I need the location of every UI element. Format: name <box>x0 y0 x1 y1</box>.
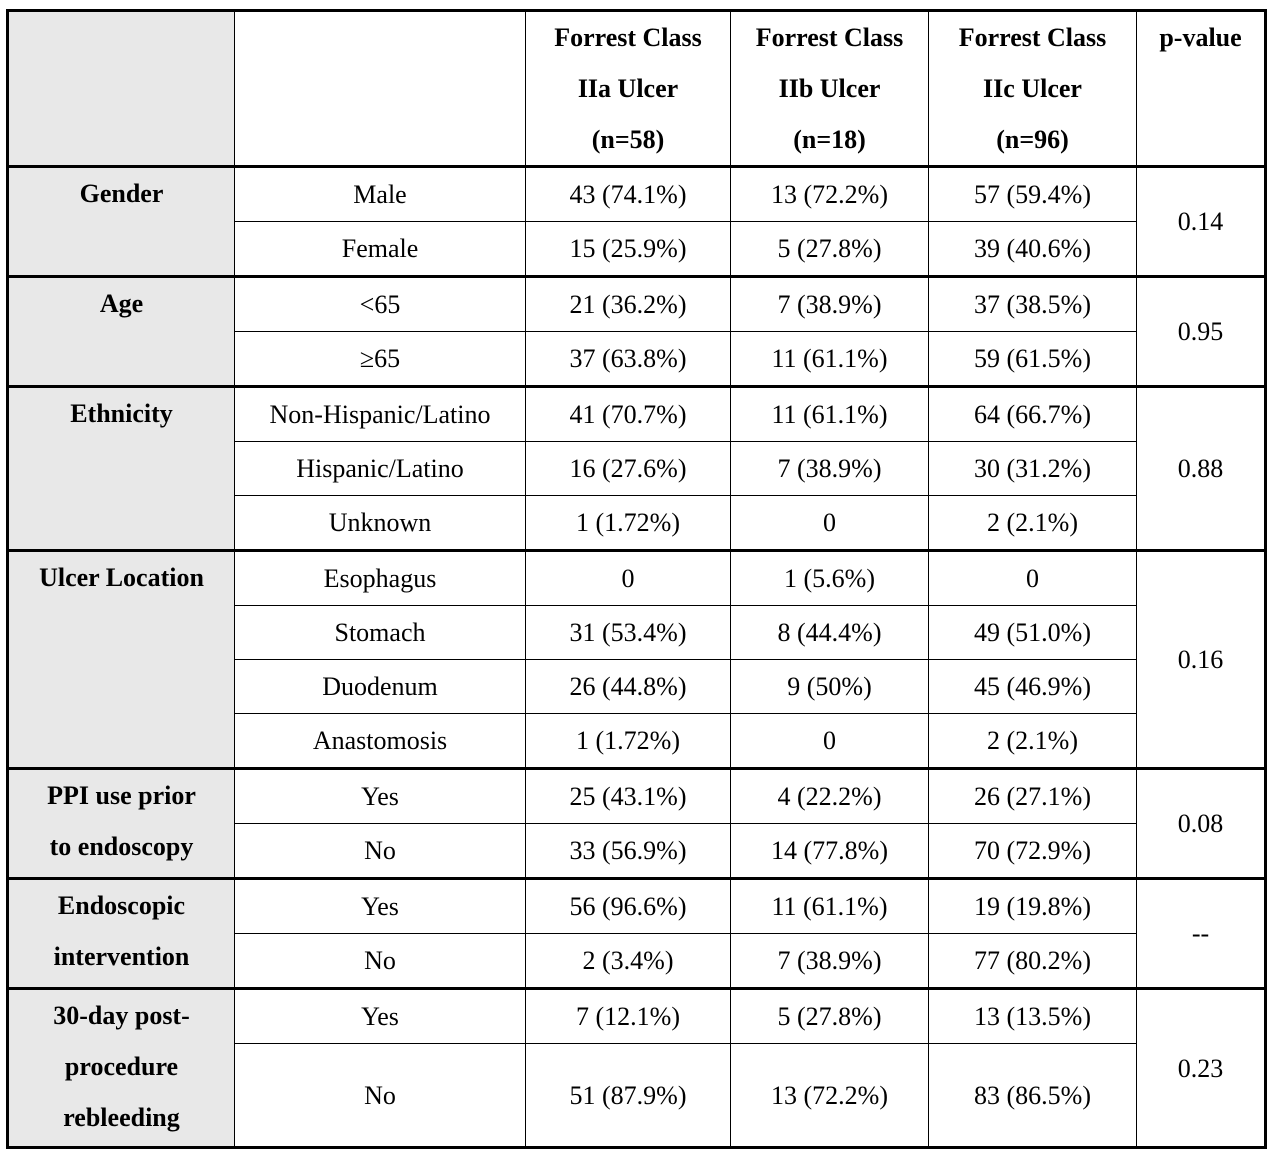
iib-value-cell: 13 (72.2%) <box>731 1044 929 1148</box>
iia-value-cell: 51 (87.9%) <box>526 1044 731 1148</box>
iia-value-cell: 15 (25.9%) <box>526 222 731 277</box>
header-line: IIb Ulcer <box>778 74 881 103</box>
subcategory-cell: ≥65 <box>235 332 526 387</box>
iib-value-cell: 0 <box>731 714 929 769</box>
iia-value-cell: 56 (96.6%) <box>526 879 731 934</box>
iia-value-cell: 7 (12.1%) <box>526 989 731 1044</box>
iib-value-cell: 14 (77.8%) <box>731 824 929 879</box>
iic-value-cell: 64 (66.7%) <box>929 387 1137 442</box>
header-line: (n=96) <box>996 125 1069 154</box>
subcategory-cell: No <box>235 1044 526 1148</box>
category-label-line: 30-day post- <box>53 1001 190 1030</box>
iia-value-cell: 2 (3.4%) <box>526 934 731 989</box>
subcategory-cell: Anastomosis <box>235 714 526 769</box>
category-cell <box>8 277 235 387</box>
iic-value-cell: 70 (72.9%) <box>929 824 1137 879</box>
iia-value-cell: 1 (1.72%) <box>526 714 731 769</box>
iia-value-cell: 26 (44.8%) <box>526 660 731 714</box>
iic-value-cell: 59 (61.5%) <box>929 332 1137 387</box>
iib-value-cell: 8 (44.4%) <box>731 606 929 660</box>
category-cell <box>8 879 235 989</box>
iic-value-cell: 83 (86.5%) <box>929 1044 1137 1148</box>
iia-value-cell: 16 (27.6%) <box>526 442 731 496</box>
iic-value-cell: 2 (2.1%) <box>929 496 1137 551</box>
header-blank-subcategory <box>235 11 526 167</box>
iic-value-cell: 45 (46.9%) <box>929 660 1137 714</box>
subcategory-cell: Hispanic/Latino <box>235 442 526 496</box>
category-cell <box>8 387 235 551</box>
p-value-cell: 0.16 <box>1137 551 1266 769</box>
iia-value-cell: 43 (74.1%) <box>526 167 731 222</box>
category-label-line: Endoscopic <box>57 891 186 920</box>
category-label-line: PPI use prior <box>47 781 196 810</box>
p-value-cell: 0.23 <box>1137 989 1266 1148</box>
subcategory-cell: Male <box>235 167 526 222</box>
iib-value-cell: 5 (27.8%) <box>731 989 929 1044</box>
category-cell <box>8 769 235 879</box>
category-label-line: procedure <box>64 1052 179 1081</box>
subcategory-cell: Female <box>235 222 526 277</box>
table-row <box>8 551 1266 606</box>
subcategory-cell: <65 <box>235 277 526 332</box>
subcategory-cell: Unknown <box>235 496 526 551</box>
subcategory-cell: Non-Hispanic/Latino <box>235 387 526 442</box>
header-line: Forrest Class <box>755 23 904 52</box>
iib-value-cell: 5 (27.8%) <box>731 222 929 277</box>
header-line: (n=58) <box>591 125 665 154</box>
category-label-line: Age <box>99 289 144 318</box>
iia-value-cell: 31 (53.4%) <box>526 606 731 660</box>
iic-value-cell: 2 (2.1%) <box>929 714 1137 769</box>
category-cell <box>8 989 235 1148</box>
iia-value-cell: 33 (56.9%) <box>526 824 731 879</box>
category-cell <box>8 167 235 277</box>
iic-value-cell: 13 (13.5%) <box>929 989 1137 1044</box>
iic-value-cell: 0 <box>929 551 1137 606</box>
header-line: (n=18) <box>793 125 866 154</box>
category-label-line: to endoscopy <box>49 832 194 861</box>
subcategory-cell: No <box>235 934 526 989</box>
table-row <box>8 167 1266 222</box>
iic-value-cell: 30 (31.2%) <box>929 442 1137 496</box>
subcategory-cell: Stomach <box>235 606 526 660</box>
header-forrest-iia <box>526 11 731 167</box>
iic-value-cell: 26 (27.1%) <box>929 769 1137 824</box>
iic-value-cell: 19 (19.8%) <box>929 879 1137 934</box>
table-row <box>8 277 1266 332</box>
iib-value-cell: 4 (22.2%) <box>731 769 929 824</box>
iic-value-cell: 57 (59.4%) <box>929 167 1137 222</box>
subcategory-cell: Yes <box>235 879 526 934</box>
table-row <box>8 989 1266 1044</box>
table-row <box>8 879 1266 934</box>
forrest-class-table <box>6 9 1267 1149</box>
header-line: p-value <box>1159 23 1242 52</box>
header-forrest-iic <box>929 11 1137 167</box>
p-value-cell: 0.88 <box>1137 387 1266 551</box>
iib-value-cell: 1 (5.6%) <box>731 551 929 606</box>
iic-value-cell: 39 (40.6%) <box>929 222 1137 277</box>
table-row <box>8 769 1266 824</box>
subcategory-cell: Esophagus <box>235 551 526 606</box>
table-body <box>8 167 1266 1148</box>
iia-value-cell: 1 (1.72%) <box>526 496 731 551</box>
iib-value-cell: 11 (61.1%) <box>731 387 929 442</box>
iia-value-cell: 21 (36.2%) <box>526 277 731 332</box>
iib-value-cell: 7 (38.9%) <box>731 277 929 332</box>
category-label-line: rebleeding <box>63 1103 180 1132</box>
iib-value-cell: 9 (50%) <box>731 660 929 714</box>
iib-value-cell: 11 (61.1%) <box>731 879 929 934</box>
iib-value-cell: 11 (61.1%) <box>731 332 929 387</box>
header-blank-category <box>8 11 235 167</box>
subcategory-cell: Yes <box>235 769 526 824</box>
header-line: IIc Ulcer <box>983 74 1082 103</box>
iib-value-cell: 0 <box>731 496 929 551</box>
subcategory-cell: Duodenum <box>235 660 526 714</box>
iia-value-cell: 25 (43.1%) <box>526 769 731 824</box>
header-forrest-iib <box>731 11 929 167</box>
category-cell <box>8 551 235 769</box>
iib-value-cell: 7 (38.9%) <box>731 442 929 496</box>
iia-value-cell: 41 (70.7%) <box>526 387 731 442</box>
iic-value-cell: 37 (38.5%) <box>929 277 1137 332</box>
iia-value-cell: 0 <box>526 551 731 606</box>
subcategory-cell: Yes <box>235 989 526 1044</box>
category-label-line: Ethnicity <box>70 399 173 428</box>
category-label-line: intervention <box>53 942 190 971</box>
header-row <box>8 11 1266 167</box>
iic-value-cell: 49 (51.0%) <box>929 606 1137 660</box>
category-label-line: Gender <box>79 179 164 208</box>
header-line: IIa Ulcer <box>577 74 679 103</box>
table-container <box>6 9 1267 1149</box>
header-line: Forrest Class <box>554 23 702 52</box>
p-value-cell: 0.08 <box>1137 769 1266 879</box>
header-p-value <box>1137 11 1266 167</box>
category-label-line: Ulcer Location <box>39 563 204 592</box>
iia-value-cell: 37 (63.8%) <box>526 332 731 387</box>
p-value-cell: 0.95 <box>1137 277 1266 387</box>
iic-value-cell: 77 (80.2%) <box>929 934 1137 989</box>
subcategory-cell: No <box>235 824 526 879</box>
header-line: Forrest Class <box>958 23 1107 52</box>
p-value-cell: 0.14 <box>1137 167 1266 277</box>
iib-value-cell: 13 (72.2%) <box>731 167 929 222</box>
table-row <box>8 387 1266 442</box>
p-value-cell: -- <box>1137 879 1266 989</box>
iib-value-cell: 7 (38.9%) <box>731 934 929 989</box>
